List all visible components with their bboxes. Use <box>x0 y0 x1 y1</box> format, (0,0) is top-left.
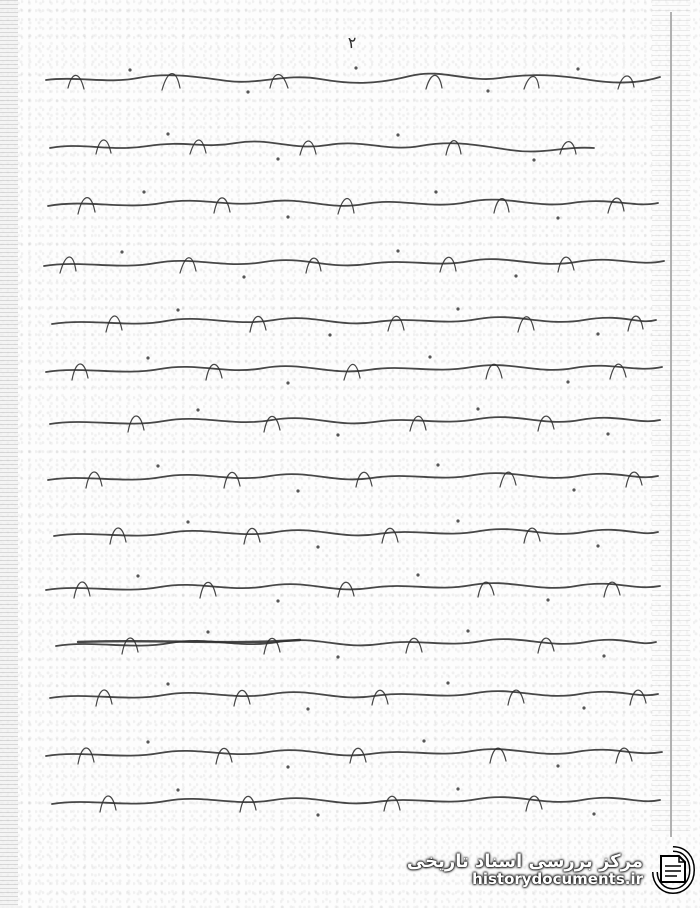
handwriting-line-3 <box>48 200 658 206</box>
handwriting-line-12 <box>50 691 658 698</box>
handwriting-line-9 <box>54 529 658 536</box>
handwriting-line-2 <box>50 141 594 151</box>
handwriting-line-8 <box>48 473 658 480</box>
scan-left-edge <box>0 0 18 908</box>
watermark <box>405 840 695 900</box>
handwriting-line-1 <box>46 74 660 83</box>
scan-right-border <box>670 12 672 837</box>
handwriting-line-5 <box>52 317 656 324</box>
page-number: ۲ <box>347 32 358 53</box>
watermark-title: مرکز بررسی اسناد تاریخی <box>406 850 643 872</box>
handwriting-line-6 <box>46 365 662 372</box>
handwritten-text <box>38 62 668 822</box>
handwriting-line-14 <box>52 797 660 804</box>
document-seal-icon <box>651 846 695 894</box>
watermark-url: historydocuments.ir <box>472 869 643 888</box>
watermark-text <box>406 850 643 888</box>
ink-dots <box>120 66 609 816</box>
handwriting-line-10 <box>46 583 660 590</box>
